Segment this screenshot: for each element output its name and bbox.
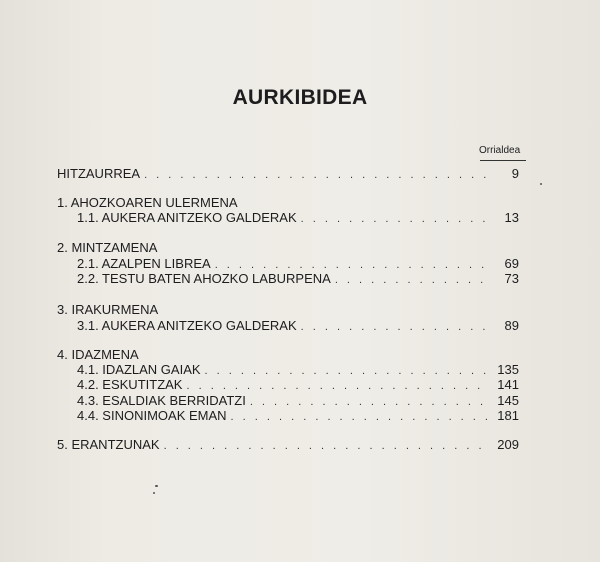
dot-leader — [335, 272, 487, 288]
toc-page-number: 141 — [497, 377, 519, 392]
toc-entry-label: 4.2. ESKUTITZAK — [77, 377, 183, 392]
toc-page-number: 145 — [497, 393, 519, 408]
toc-page-number: 73 — [504, 271, 519, 286]
toc-entry-1-1 — [77, 210, 519, 227]
dot-leader — [164, 438, 487, 454]
dot-leader — [301, 319, 487, 335]
toc-entry-label: 2.1. AZALPEN LIBREA — [77, 256, 211, 271]
dot-leader — [186, 378, 487, 394]
print-speck — [155, 485, 158, 487]
toc-entry-hitzaurrea — [57, 166, 519, 183]
toc-entry-4-2 — [77, 377, 519, 394]
section-heading-3: 3. IRAKURMENA — [57, 302, 159, 317]
dot-leader — [301, 211, 487, 227]
toc-entry-label: 4.4. SINONIMOAK EMAN — [77, 408, 227, 423]
dot-leader — [144, 167, 487, 183]
toc-page-number: 89 — [504, 318, 519, 333]
toc-entry-erantzunak — [57, 437, 519, 454]
dot-leader — [231, 409, 487, 425]
page-column-header: Orrialdea — [479, 145, 521, 156]
toc-page-number: 13 — [504, 210, 519, 225]
section-heading-1: 1. AHOZKOAREN ULERMENA — [57, 195, 238, 210]
print-speck — [153, 492, 155, 494]
toc-entry-label: 5. ERANTZUNAK — [57, 437, 160, 452]
toc-page-number: 135 — [497, 362, 519, 377]
toc-entry-label: 2.2. TESTU BATEN AHOZKO LABURPENA — [77, 271, 331, 286]
toc-entry-label: 1.1. AUKERA ANITZEKO GALDERAK — [77, 210, 297, 225]
toc-page-number: 69 — [504, 256, 519, 271]
toc-page-number: 9 — [511, 166, 519, 181]
section-heading-2: 2. MINTZAMENA — [57, 240, 158, 255]
toc-entry-2-2 — [77, 271, 519, 288]
toc-entry-4-4 — [77, 408, 519, 425]
page-title: AURKIBIDEA — [232, 86, 368, 109]
toc-page-number: 181 — [497, 408, 519, 423]
toc-entry-label: HITZAURREA — [57, 166, 141, 181]
toc-page-number: 209 — [497, 437, 519, 452]
section-heading-4: 4. IDAZMENA — [57, 347, 139, 362]
toc-entry-3-1 — [77, 318, 519, 335]
toc-entry-label: 4.3. ESALDIAK BERRIDATZI — [77, 393, 246, 408]
toc-entry-label: 3.1. AUKERA ANITZEKO GALDERAK — [77, 318, 297, 333]
print-speck — [540, 183, 542, 185]
toc-entry-label: 4.1. IDAZLAN GAIAK — [77, 362, 201, 377]
